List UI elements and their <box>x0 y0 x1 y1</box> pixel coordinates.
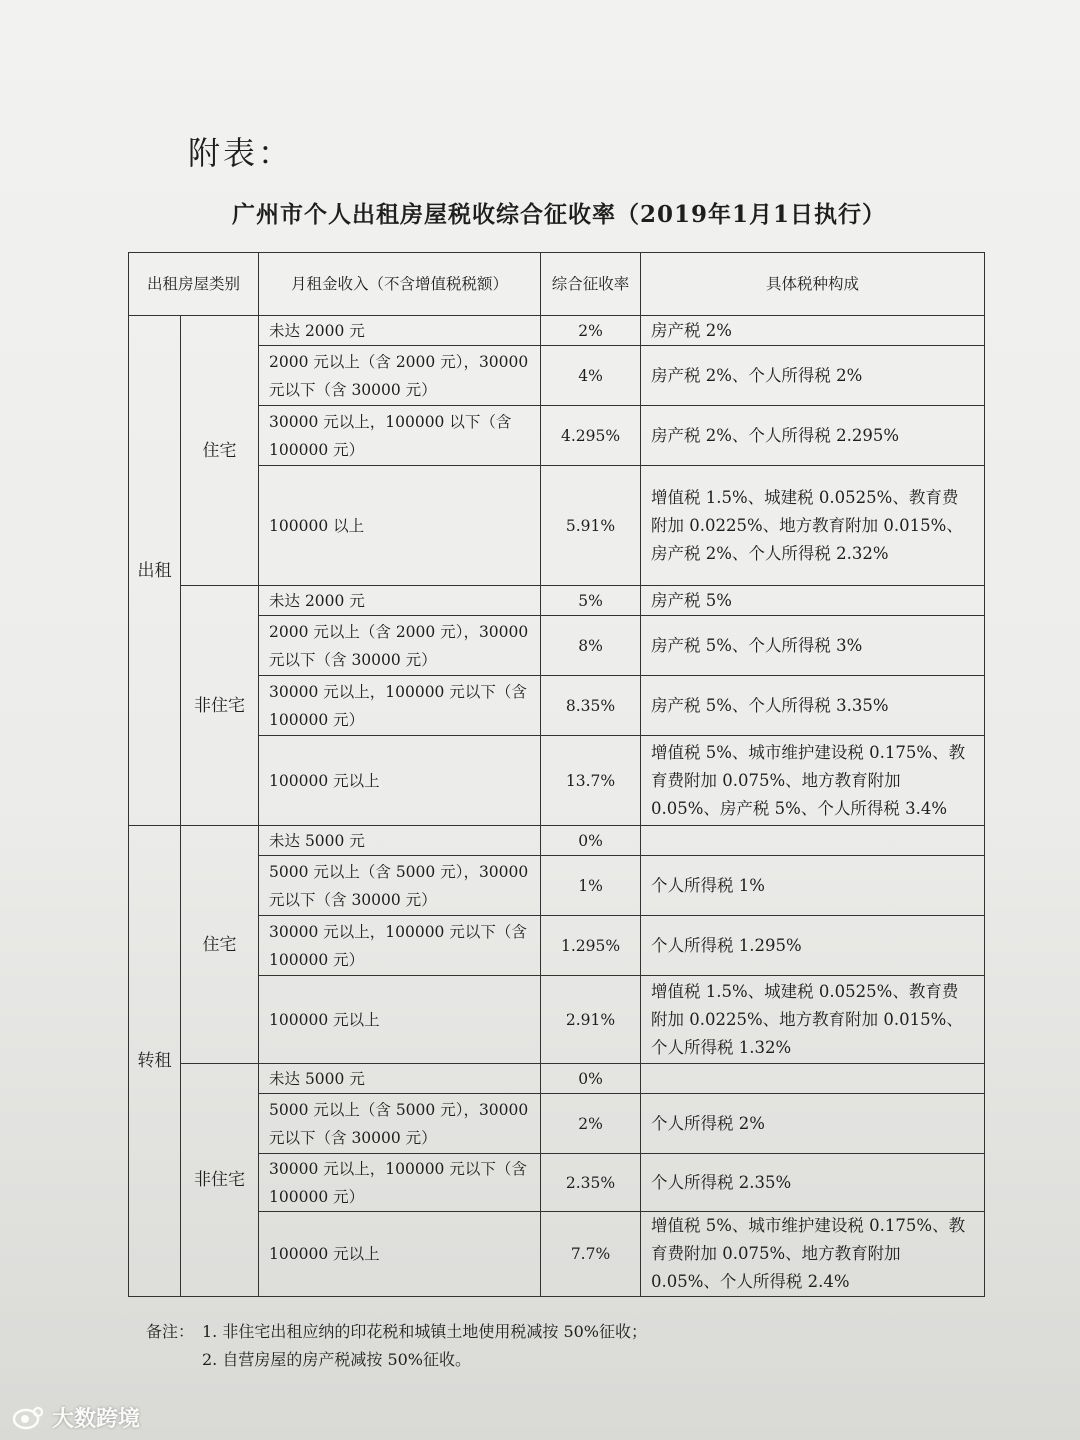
tax-composition-cell: 房产税 5%、个人所得税 3.35% <box>641 676 985 736</box>
income-cell: 30000 元以上，100000 以下（含 100000 元） <box>259 406 541 466</box>
rate-cell: 13.7% <box>541 736 641 826</box>
rate-cell: 1.295% <box>541 916 641 976</box>
income-cell: 未达 2000 元 <box>259 586 541 616</box>
tax-composition-cell: 增值税 1.5%、城建税 0.0525%、教育费附加 0.0225%、地方教育附加 0.015%、房产税 2%、个人所得税 2.32% <box>641 466 985 586</box>
table-row <box>129 826 985 856</box>
tax-composition-cell: 增值税 5%、城市维护建设税 0.175%、教育费附加 0.075%、地方教育附加 0.05%、个人所得税 2.4% <box>641 1212 985 1297</box>
rate-cell: 8% <box>541 616 641 676</box>
rate-cell: 1% <box>541 856 641 916</box>
tax-composition-cell: 增值税 5%、城市维护建设税 0.175%、教育费附加 0.075%、地方教育附加 0.05%、房产税 5%、个人所得税 3.4% <box>641 736 985 826</box>
rate-cell: 5% <box>541 586 641 616</box>
rate-cell: 2.91% <box>541 976 641 1064</box>
rate-cell: 2.35% <box>541 1154 641 1212</box>
income-cell: 30000 元以上，100000 元以下（含 100000 元） <box>259 916 541 976</box>
income-cell: 未达 5000 元 <box>259 826 541 856</box>
tax-composition-cell <box>641 1064 985 1094</box>
tax-composition-cell: 个人所得税 2% <box>641 1094 985 1154</box>
income-cell: 2000 元以上（含 2000 元），30000 元以下（含 30000 元） <box>259 346 541 406</box>
note-row-1 <box>146 1318 647 1346</box>
table-body <box>129 316 985 1297</box>
header-monthly-rent: 月租金收入（不含增值税税额） <box>259 253 541 316</box>
subcategory-cell: 非住宅 <box>181 1064 259 1297</box>
income-cell: 30000 元以上，100000 元以下（含 100000 元） <box>259 1154 541 1212</box>
rate-cell: 5.91% <box>541 466 641 586</box>
category-cell: 转租 <box>129 826 181 1297</box>
tax-composition-cell: 房产税 2%、个人所得税 2.295% <box>641 406 985 466</box>
rate-cell: 8.35% <box>541 676 641 736</box>
income-cell: 30000 元以上，100000 元以下（含 100000 元） <box>259 676 541 736</box>
income-cell: 未达 2000 元 <box>259 316 541 346</box>
income-cell: 2000 元以上（含 2000 元），30000 元以下（含 30000 元） <box>259 616 541 676</box>
table-row <box>129 586 985 616</box>
table-row <box>129 316 985 346</box>
document-title: 广州市个人出租房屋税收综合征收率（2019年1月1日执行） <box>232 201 887 228</box>
rate-cell: 4% <box>541 346 641 406</box>
note-item-1: 1. 非住宅出租应纳的印花税和城镇土地使用税减按 50%征收； <box>202 1322 648 1341</box>
table-row <box>129 1064 985 1094</box>
income-cell: 5000 元以上（含 5000 元），30000 元以下（含 30000 元） <box>259 856 541 916</box>
tax-composition-cell: 个人所得税 1.295% <box>641 916 985 976</box>
rate-cell: 4.295% <box>541 406 641 466</box>
subcategory-cell: 住宅 <box>181 316 259 586</box>
rate-cell: 0% <box>541 1064 641 1094</box>
notes-prefix: 备注： <box>146 1322 195 1341</box>
rate-cell: 7.7% <box>541 1212 641 1297</box>
income-cell: 100000 元以上 <box>259 1212 541 1297</box>
note-item-2: 2. 自营房屋的房产税减按 50%征收。 <box>202 1350 472 1369</box>
notes-section <box>146 1318 647 1374</box>
tax-composition-cell: 个人所得税 1% <box>641 856 985 916</box>
subcategory-cell: 非住宅 <box>181 586 259 826</box>
subcategory-cell: 住宅 <box>181 826 259 1064</box>
weibo-style-eye-logo-icon <box>12 1405 46 1431</box>
tax-composition-cell: 房产税 2% <box>641 316 985 346</box>
rate-cell: 0% <box>541 826 641 856</box>
tax-composition-cell: 房产税 5% <box>641 586 985 616</box>
income-cell: 5000 元以上（含 5000 元），30000 元以下（含 30000 元） <box>259 1094 541 1154</box>
watermark-text: 大数跨境 <box>52 1407 141 1432</box>
header-tax-composition: 具体税种构成 <box>641 253 985 316</box>
tax-composition-cell: 个人所得税 2.35% <box>641 1154 985 1212</box>
table-header-row <box>129 253 985 316</box>
tax-composition-cell <box>641 826 985 856</box>
tax-rate-table <box>128 252 985 1297</box>
income-cell: 未达 5000 元 <box>259 1064 541 1094</box>
category-cell: 出租 <box>129 316 181 826</box>
appendix-label: 附表： <box>188 134 294 172</box>
watermark <box>12 1402 140 1433</box>
rate-cell: 2% <box>541 316 641 346</box>
income-cell: 100000 以上 <box>259 466 541 586</box>
income-cell: 100000 元以上 <box>259 976 541 1064</box>
tax-composition-cell: 增值税 1.5%、城建税 0.0525%、教育费附加 0.0225%、地方教育附加 0.015%、个人所得税 1.32% <box>641 976 985 1064</box>
header-category: 出租房屋类别 <box>129 253 259 316</box>
note-row-2 <box>146 1346 647 1374</box>
tax-composition-cell: 房产税 5%、个人所得税 3% <box>641 616 985 676</box>
income-cell: 100000 元以上 <box>259 736 541 826</box>
rate-cell: 2% <box>541 1094 641 1154</box>
tax-composition-cell: 房产税 2%、个人所得税 2% <box>641 346 985 406</box>
header-combined-rate: 综合征收率 <box>541 253 641 316</box>
